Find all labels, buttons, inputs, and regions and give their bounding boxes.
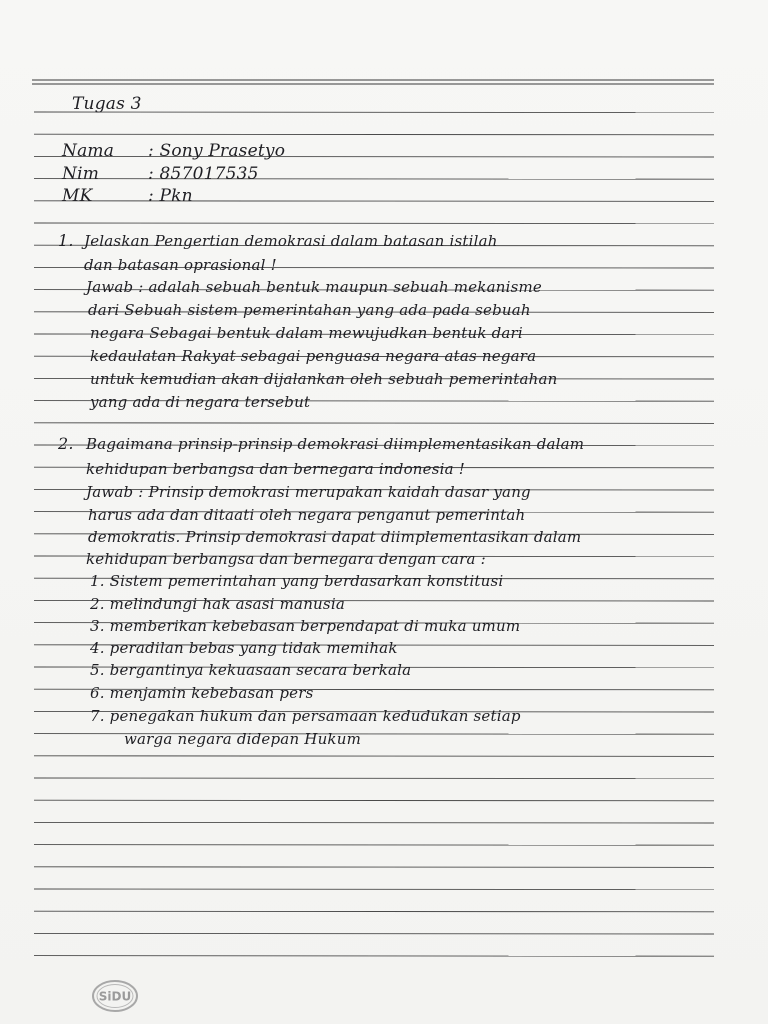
q2-list-item-7: 7. penegakan hukum dan persamaan kedudukan setiap bbox=[90, 707, 521, 725]
ruled-line bbox=[34, 822, 714, 823]
ruled-line bbox=[34, 956, 714, 957]
ruled-line bbox=[34, 223, 714, 224]
ruled-line bbox=[34, 201, 714, 202]
ruled-line bbox=[34, 867, 714, 868]
ruled-line bbox=[34, 134, 714, 135]
ruled-line bbox=[34, 778, 714, 779]
q2-question-line-1: Bagaimana prinsip-prinsip demokrasi diimplementasikan dalam bbox=[86, 435, 585, 453]
q2-answer-line-1: Jawab : Prinsip demokrasi merupakan kaidah dasar yang bbox=[86, 483, 531, 501]
nama-label: Nama bbox=[62, 141, 115, 161]
ruled-line bbox=[34, 933, 714, 934]
q2-question-line-2: kehidupan berbangsa dan bernegara indonesia ! bbox=[86, 460, 465, 478]
q1-question-line-1: Jelaskan Pengertian demokrasi dalam batasan istilah bbox=[84, 232, 498, 250]
ruled-line bbox=[34, 800, 714, 801]
q1-answer-line-3: negara Sebagai bentuk dalam mewujudkan bentuk dari bbox=[90, 324, 523, 342]
q1-answer-line-1: Jawab : adalah sebuah bentuk maupun sebuah mekanisme bbox=[86, 278, 542, 296]
ruled-line bbox=[34, 156, 714, 157]
mk-value: : Pkn bbox=[148, 186, 193, 206]
q2-list-item-1: 1. Sistem pemerintahan yang berdasarkan konstitusi bbox=[90, 572, 504, 590]
q2-list-item-7-continued: warga negara didepan Hukum bbox=[124, 730, 361, 748]
nim-value: : 857017535 bbox=[148, 164, 259, 184]
q2-list-item-3: 3. memberikan kebebasan berpendapat di muka umum bbox=[90, 617, 521, 635]
q2-answer-line-4: kehidupan berbangsa dan bernegara dengan cara : bbox=[86, 550, 486, 568]
q1-question-line-2: dan batasan oprasional ! bbox=[84, 256, 277, 274]
ruled-line bbox=[34, 889, 714, 890]
ruled-line bbox=[34, 845, 714, 846]
q1-answer-line-4: kedaulatan Rakyat sebagai penguasa negara atas negara bbox=[90, 347, 537, 365]
q1-answer-line-6: yang ada di negara tersebut bbox=[90, 393, 311, 411]
q1-answer-line-5: untuk kemudian akan dijalankan oleh sebuah pemerintahan bbox=[90, 370, 558, 388]
ruled-line bbox=[34, 423, 714, 424]
ruled-line bbox=[34, 911, 714, 912]
q1-number: 1. bbox=[58, 231, 74, 250]
q2-list-item-2: 2. melindungi hak asasi manusia bbox=[90, 595, 345, 613]
q2-list-item-4: 4. peradilan bebas yang tidak memihak bbox=[90, 639, 398, 657]
q2-answer-line-3: demokratis. Prinsip demokrasi dapat diimplementasikan dalam bbox=[88, 528, 582, 546]
q2-answer-line-2: harus ada dan ditaati oleh negara penganut pemerintah bbox=[88, 506, 526, 524]
ruled-line bbox=[34, 756, 714, 757]
q1-answer-line-2: dari Sebuah sistem pemerintahan yang ada pada sebuah bbox=[88, 301, 531, 319]
logo-text: SiDU bbox=[98, 989, 132, 1004]
ruled-line bbox=[34, 179, 714, 180]
nim-label: Nim bbox=[62, 164, 100, 184]
mk-label: MK bbox=[62, 186, 93, 206]
assignment-title: Tugas 3 bbox=[72, 94, 142, 114]
q2-list-item-5: 5. bergantinya kekuasaan secara berkala bbox=[90, 661, 412, 679]
q2-number: 2. bbox=[58, 434, 74, 453]
sidu-logo-icon bbox=[90, 976, 140, 1016]
q2-list-item-6: 6. menjamin kebebasan pers bbox=[90, 684, 314, 702]
nama-value: : Sony Prasetyo bbox=[148, 141, 286, 161]
